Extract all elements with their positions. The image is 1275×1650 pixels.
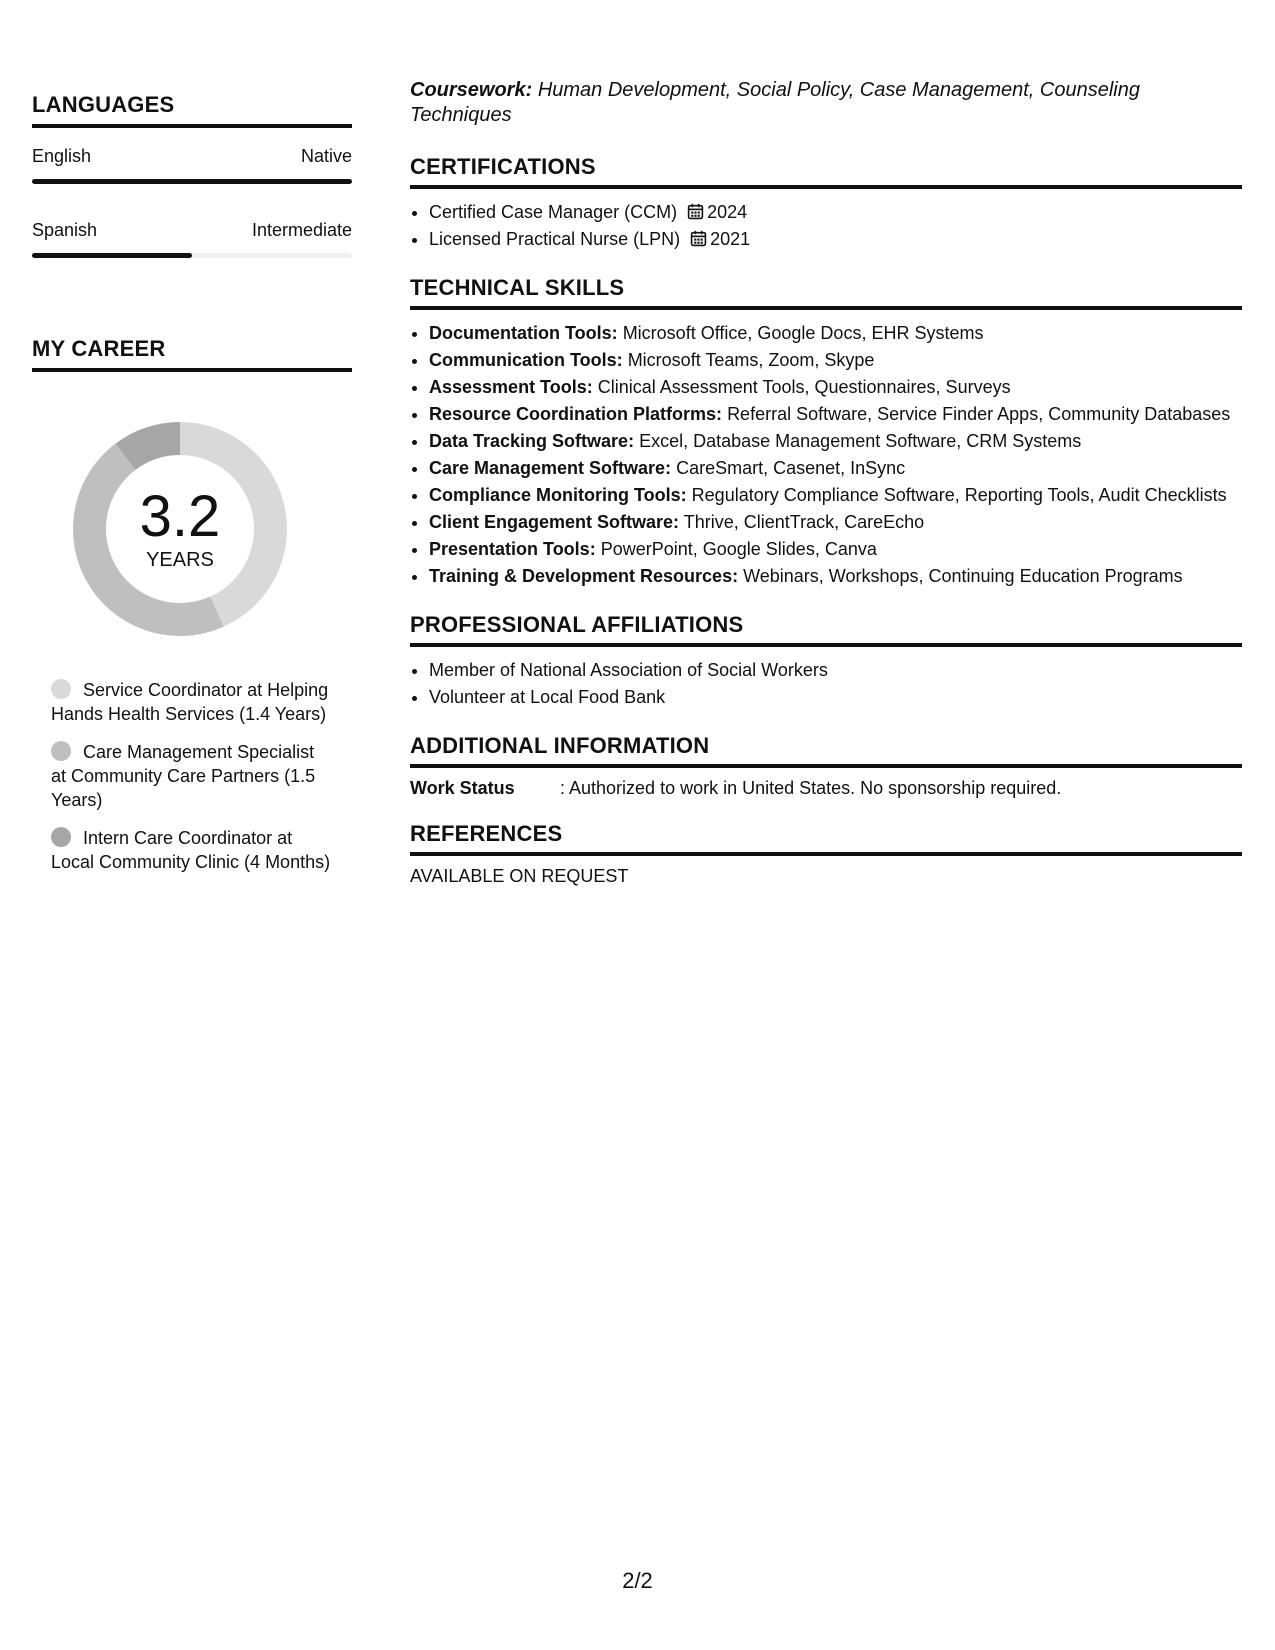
language-proficiency-bar [32,179,352,184]
skill-label: Training & Development Resources: [429,566,739,586]
skill-item [429,563,1242,590]
language-item-english [32,146,352,184]
skill-item [429,482,1242,509]
skill-value: Microsoft Office, Google Docs, EHR Systems [622,323,984,343]
language-item-spanish [32,220,352,258]
affiliation-item: • Member of National Association of Social Workers [429,657,1242,684]
work-status-label: Work Status [410,778,515,798]
skill-value: Referral Software, Service Finder Apps, Community Databases [727,404,1231,424]
career-total-value: 3.2 [139,483,221,549]
page-number: 2/2 [622,1568,653,1593]
affiliation-item: • Volunteer at Local Food Bank [429,684,1242,711]
skill-value: Clinical Assessment Tools, Questionnaires, Surveys [597,377,1011,397]
skill-label: Documentation Tools: [429,323,618,343]
certification-name: Licensed Practical Nurse (LPN) [429,229,681,249]
skill-label: Care Management Software: [429,458,672,478]
career-item-label: Intern Care Coordinator at Local Community Clinic (4 Months) [51,828,331,872]
affiliations-heading: PROFESSIONAL AFFILIATIONS [410,612,1242,647]
technical-skills-list [410,320,1242,590]
calendar-icon [690,230,707,247]
languages-heading: LANGUAGES [32,92,352,128]
additional-info-heading: ADDITIONAL INFORMATION [410,733,1242,768]
skill-value: CareSmart, Casenet, InSync [676,458,906,478]
skill-label: Compliance Monitoring Tools: [429,485,687,505]
skill-label: Presentation Tools: [429,539,596,559]
coursework [410,78,1242,128]
certifications-list [410,199,1242,253]
language-name: English [32,146,92,166]
legend-dot-icon [51,741,71,761]
language-proficiency-fill [32,179,352,184]
skill-item [429,347,1242,374]
coursework-label: Coursework: [410,79,533,101]
legend-dot-icon [51,679,71,699]
career-donut-chart [67,416,293,642]
career-total-unit: YEARS [146,548,214,571]
skill-label: Assessment Tools: [429,377,593,397]
work-status-row [410,778,1242,799]
language-name: Spanish [32,220,98,240]
skill-item [429,455,1242,482]
skill-item [429,428,1242,455]
language-level: Native [300,146,352,166]
skill-value: PowerPoint, Google Slides, Canva [600,539,877,559]
skill-label: Communication Tools: [429,350,623,370]
references-heading: REFERENCES [410,821,1242,856]
certification-item [429,226,1242,253]
skill-value: Webinars, Workshops, Continuing Education Programs [743,566,1183,586]
career-item-label: Care Management Specialist at Community Care Partners (1.5 Years) [51,742,316,810]
skill-label: Data Tracking Software: [429,431,635,451]
career-list [51,678,331,874]
certification-item [429,199,1242,226]
skill-item [429,320,1242,347]
skill-value: Excel, Database Management Software, CRM Systems [639,431,1082,451]
skill-value: Regulatory Compliance Software, Reporting Tools, Audit Checklists [691,485,1227,505]
career-item [51,678,331,726]
language-level: Intermediate [251,220,352,240]
calendar-icon [687,203,704,220]
career-item [51,740,331,812]
work-status-value: : Authorized to work in United States. No sponsorship required. [560,778,1062,798]
career-item-label: Service Coordinator at Helping Hands Health Services (1.4 Years) [51,680,329,724]
technical-skills-heading: TECHNICAL SKILLS [410,275,1242,310]
skill-item [429,509,1242,536]
language-proficiency-bar [32,253,352,258]
legend-dot-icon [51,827,71,847]
career-item [51,826,331,874]
certifications-heading: CERTIFICATIONS [410,154,1242,189]
career-heading: MY CAREER [32,336,352,372]
language-proficiency-fill [32,253,192,258]
right-column [410,78,1242,887]
certification-name: Certified Case Manager (CCM) [429,202,678,222]
certification-year: 2024 [707,202,748,222]
skill-item [429,401,1242,428]
affiliations-list [410,657,1242,711]
coursework-text: Human Development, Social Policy, Case Management, Counseling Techniques [410,79,1140,126]
skill-label: Client Engagement Software: [429,512,680,532]
left-column [32,92,352,888]
skill-item [429,374,1242,401]
skill-value: Microsoft Teams, Zoom, Skype [627,350,875,370]
skill-item [429,536,1242,563]
skill-value: Thrive, ClientTrack, CareEcho [683,512,925,532]
donut-center [67,416,293,642]
certification-year: 2021 [710,229,751,249]
references-text: AVAILABLE ON REQUEST [410,866,629,886]
skill-label: Resource Coordination Platforms: [429,404,723,424]
